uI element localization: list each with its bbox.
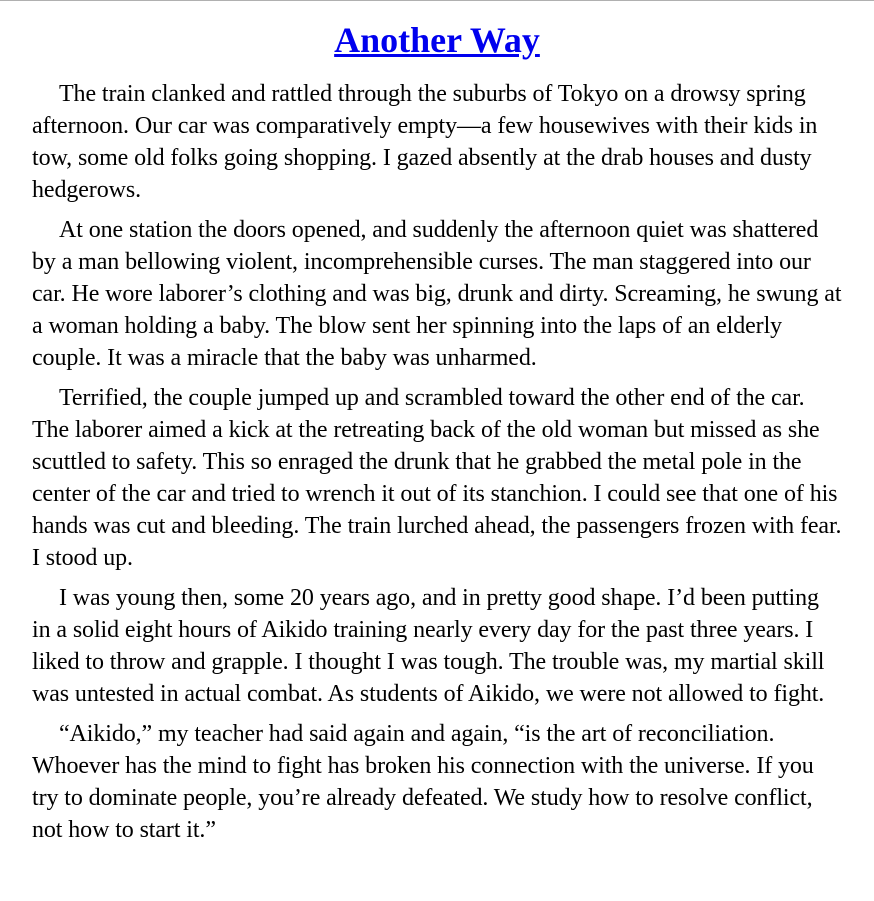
- article-title-link[interactable]: Another Way: [334, 20, 540, 60]
- paragraph-4: I was young then, some 20 years ago, and in pretty good shape. I’d been putting in a solid eight hours of Aikido training nearly every day for the past three years. I liked to throw and grapple. I thought I was tough. The trouble was, my martial skill was untested in actual combat. As students of Aikido, we were not allowed to fight.: [32, 585, 825, 707]
- paragraph-3: Terrified, the couple jumped up and scrambled toward the other end of the car. The laborer aimed a kick at the retreating back of the old woman but missed as she scuttled to safety. This so enraged the drunk that he grabbed the metal pole in the center of the car and tried to wrench it out of its stanchion. I could see that one of his hands was cut and bleeding. The train lurched ahead, the passengers frozen with fear. I stood up.: [32, 385, 842, 571]
- article: [32, 18, 842, 854]
- top-divider: [0, 0, 874, 1]
- paragraph-5: “Aikido,” my teacher had said again and again, “is the art of reconciliation. Whoever has the mind to fight has broken his connection with the universe. If you try to dominate people, you’re already defeated. We study how to resolve conflict, not how to start it.”: [32, 721, 814, 843]
- paragraph-2: At one station the doors opened, and suddenly the afternoon quiet was shattered by a man bellowing violent, incomprehensible curses. The man staggered into our car. He wore laborer’s clothing and was big, drunk and dirty. Screaming, he swung at a woman holding a baby. The blow sent her spinning into the laps of an elderly couple. It was a miracle that the baby was unharmed.: [32, 217, 842, 371]
- paragraph-1: The train clanked and rattled through the suburbs of Tokyo on a drowsy spring afternoon. Our car was comparatively empty—a few housewives with their kids in tow, some old folks going shopping. I gazed absently at the drab houses and dusty hedgerows.: [32, 81, 818, 203]
- article-title: [32, 18, 842, 62]
